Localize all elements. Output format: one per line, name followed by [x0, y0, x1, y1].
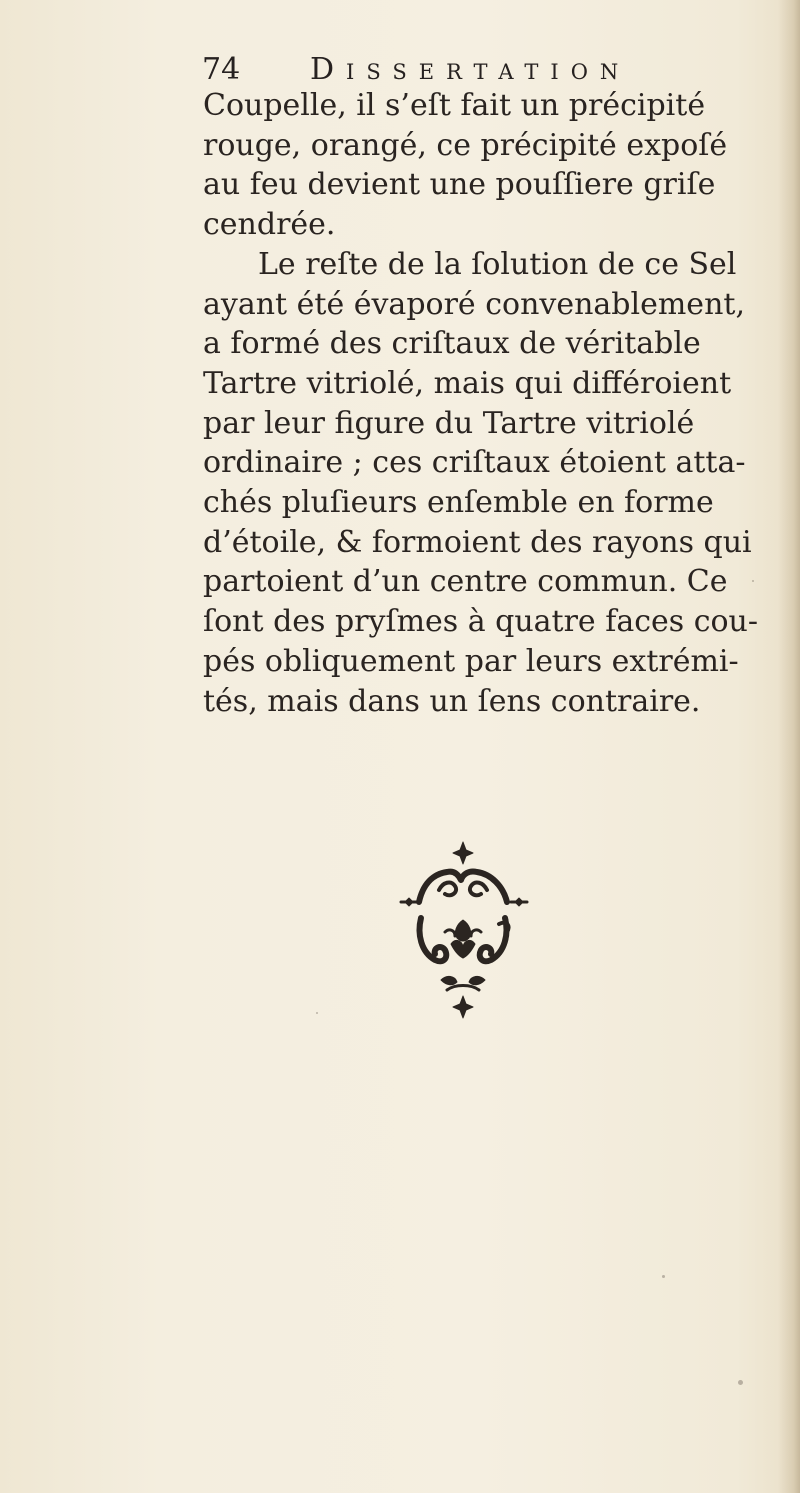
paper-speck [316, 1012, 318, 1014]
paper-speck [752, 580, 754, 582]
text-line: pés obliquement par leurs extrémi- [203, 643, 739, 679]
text-line: chés pluſieurs enſemble en forme [203, 485, 714, 521]
paper-speck [738, 1380, 743, 1385]
text-line: ſont des pryſmes à quatre faces cou- [203, 604, 759, 640]
text-line: rouge, orangé, ce précipité expoſé [203, 127, 728, 163]
text-line: tés, mais dans un ſens contraire. [203, 683, 701, 719]
floral-vignette-icon [399, 840, 529, 1050]
text-line: au feu devient une pouſſiere griſe [203, 167, 716, 203]
text-line: Tartre vitriolé, mais qui différoient [203, 365, 732, 401]
text-line-paragraph-start: Le reſte de la ſolution de ce Sel [258, 246, 737, 282]
text-line: ordinaire ; ces criſtaux étoient atta- [203, 445, 746, 481]
text-line: a formé des criſtaux de véritable [203, 326, 701, 362]
text-line: d’étoile, & formoient des rayons qui [203, 524, 752, 560]
page-number: 74 [202, 52, 241, 87]
text-line: partoient d’un centre commun. Ce [203, 564, 728, 600]
paper-speck [662, 1275, 665, 1278]
text-line: par leur figure du Tartre vitriolé [203, 405, 695, 441]
text-line: cendrée. [203, 207, 336, 243]
text-line: ayant été évaporé convenablement, [203, 286, 745, 322]
running-title: Dissertation [310, 52, 631, 87]
text-line: Coupelle, il s’eſt fait un précipité [203, 88, 706, 123]
body-text [203, 86, 788, 721]
